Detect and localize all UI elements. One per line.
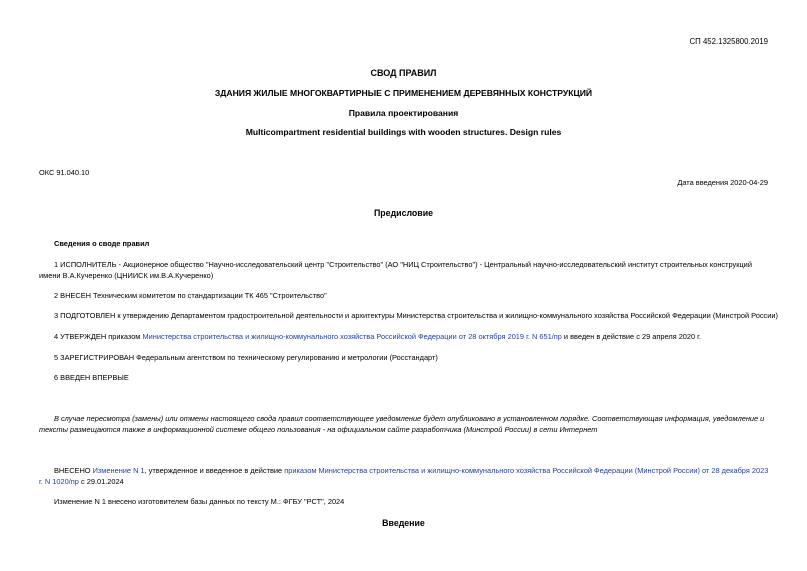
item-4-prefix: 4 УТВЕРЖДЕН приказом (54, 332, 143, 341)
item-4-suffix: и введен в действие с 29 апреля 2020 г. (561, 332, 702, 341)
amendment-prefix: ВНЕСЕНО (54, 466, 93, 475)
document-title: СВОД ПРАВИЛ (370, 68, 437, 78)
amendment-source-note: Изменение N 1 внесено изготовителем базы данных по тексту М.: ФГБУ "РСТ", 2024 (54, 497, 345, 506)
order-1020-link[interactable]: приказом Министерства строительства и жилищно-коммунального хозяйства Российской Федерации (Минстрой России) от 28 декабря 2023 г. N 1020/пр (39, 466, 769, 486)
rules-heading: Правила проектирования (348, 108, 459, 118)
foreword-item-6: 6 ВВЕДЕН ВПЕРВЫЕ (54, 373, 129, 382)
introduction-heading: Введение (382, 518, 425, 528)
foreword-item-5: 5 ЗАРЕГИСТРИРОВАН Федеральным агентством по техническому регулированию и метрологии (Росстандарт) (54, 353, 438, 362)
order-651-link[interactable]: Министерства строительства и жилищно-коммунального хозяйства Российской Федерации от 28 октября 2019 г. N 651/пр (142, 332, 562, 341)
amendment-suffix: с 29.01.2024 (78, 477, 124, 486)
document-code: СП 452.1325800.2019 (689, 37, 768, 46)
oks-code: ОКС 91.040.10 (39, 168, 90, 177)
english-title: Multicompartment residential buildings with wooden structures. Design rules (245, 127, 562, 137)
foreword-heading: Предисловие (373, 208, 434, 218)
foreword-item-1: 1 ИСПОЛНИТЕЛЬ - Акционерное общество "Научно-исследовательский центр "Строительство" (АО "НИЦ Строительство") - Центральный научно-исследовательский институт строительных конструкций имени В.А.Кучеренко (ЦНИИСК им.В.А.Кучеренко) (39, 260, 752, 280)
amendment-note (39, 465, 772, 487)
document-subtitle: ЗДАНИЯ ЖИЛЫЕ МНОГОКВАРТИРНЫЕ С ПРИМЕНЕНИЕМ ДЕРЕВЯННЫХ КОНСТРУКЦИЙ (214, 88, 593, 98)
amendment-mid: , утвержденное и введенное в действие (144, 466, 285, 475)
amendment-1-link[interactable]: Изменение N 1 (92, 466, 145, 475)
revision-notice: В случае пересмотра (замены) или отмены настоящего свода правил соответствующее уведомление будет опубликовано в установленном порядке. Соответствующая информация, уведомление и тексты размещаются также в информационной системе общего пользования - на официальном сайте разработчика (Минстрой России) в сети Интернет (39, 414, 765, 434)
introduction-date: Дата введения 2020-04-29 (677, 178, 768, 187)
foreword-item-4 (54, 332, 701, 341)
foreword-item-3: 3 ПОДГОТОВЛЕН к утверждению Департаментом градостроительной деятельности и архитектуры Министерства строительства и жилищно-коммунального хозяйства Российской Федерации (Минстрой России) (54, 311, 778, 320)
foreword-item-2: 2 ВНЕСЕН Техническим комитетом по стандартизации ТК 465 "Строительство" (54, 291, 327, 300)
section-heading: Сведения о своде правил (54, 239, 150, 248)
